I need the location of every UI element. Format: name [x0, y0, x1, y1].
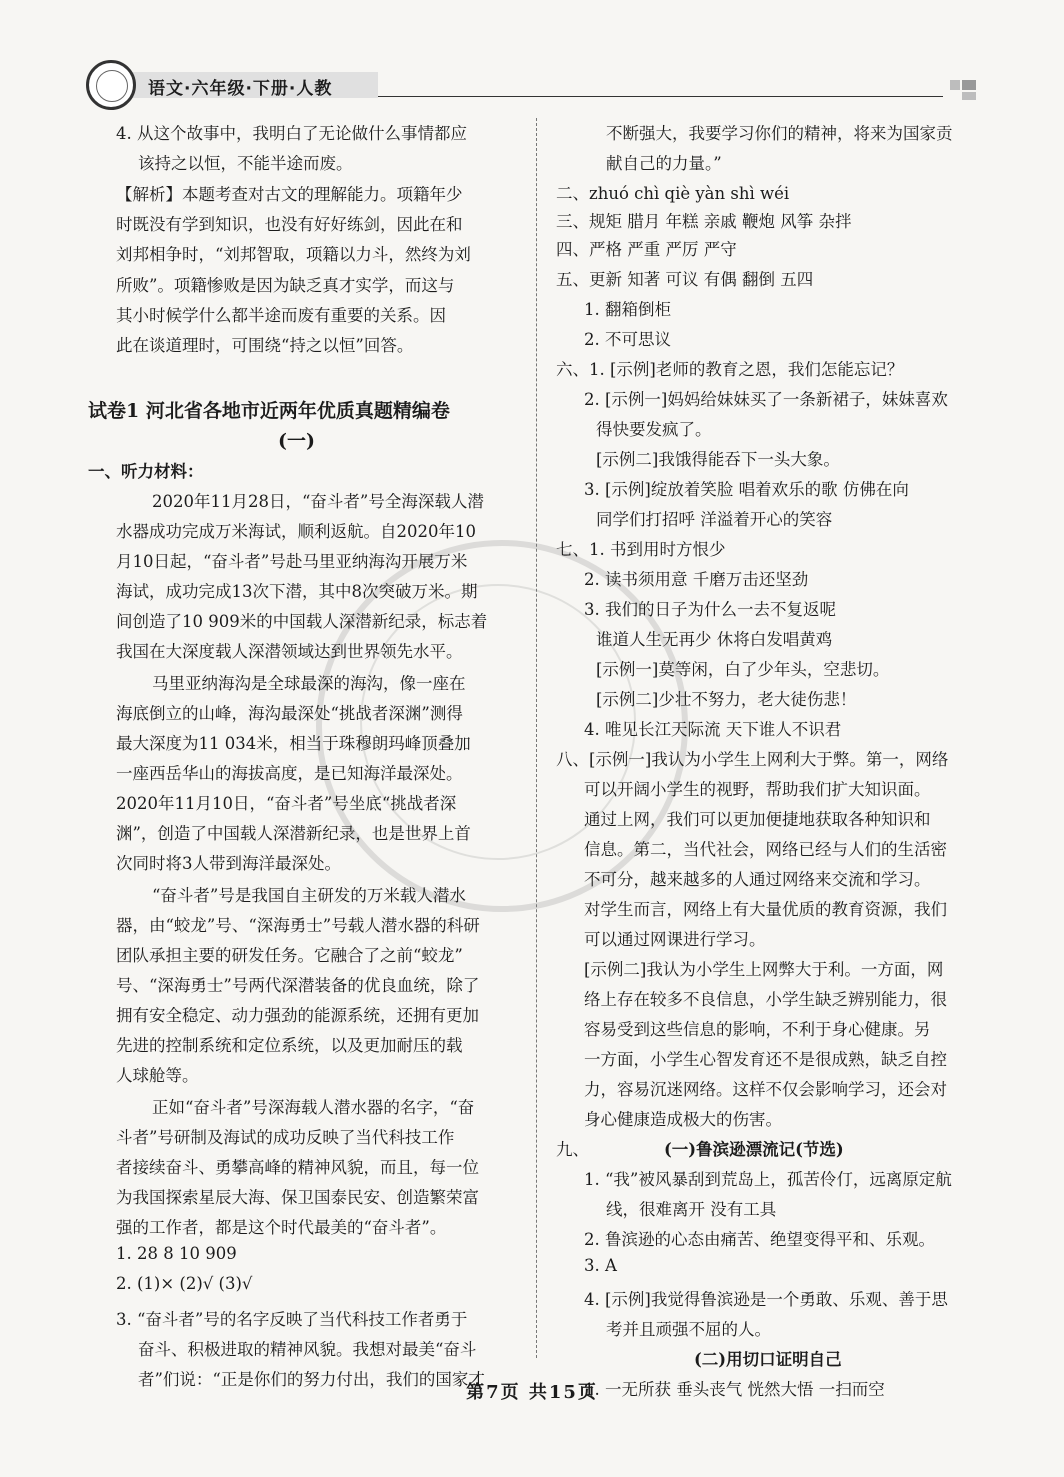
answer-line: 络上存在较多不良信息，小学生缺乏辨别能力，很: [584, 990, 947, 1009]
corner-square-icon: [962, 80, 976, 90]
text-line: 海试，成功完成13次下潜，其中8次突破万米。期: [116, 582, 478, 601]
answer-line: [示例二]我饿得能吞下一头大象。: [596, 450, 840, 469]
text-line: 4. 从这个故事中，我明白了无论做什么事情都应: [116, 124, 467, 143]
text-line: 所败”。项籍惨败是因为缺乏真才实学，而这与: [116, 276, 455, 295]
text-line: 最大深度为11 034米，相当于珠穆朗玛峰顶叠加: [116, 734, 471, 753]
answer-line: 谁道人生无再少 休将白发唱黄鸡: [596, 630, 833, 649]
text-line: 该持之以恒，不能半途而废。: [138, 154, 353, 173]
answer-line: 1. 翻箱倒柜: [584, 300, 671, 319]
answer-line: 线，很难离开 没有工具: [606, 1200, 777, 1219]
publisher-logo: [86, 60, 136, 110]
text-line: 【解析】本题考查对古文的理解能力。项籍年少: [116, 185, 463, 204]
header-rule: [378, 96, 943, 97]
answer-line: 2. 读书须用意 千磨万击还坚劲: [584, 570, 809, 589]
answer-line: 2. 不可思议: [584, 330, 671, 349]
answer-line: [示例一]莫等闲，白了少年头，空悲切。: [596, 660, 890, 679]
answer-line: 3. A: [584, 1256, 617, 1275]
section-heading: 试卷1 河北省各地市近两年优质真题精编卷: [88, 400, 450, 422]
text-line: 强的工作者，都是这个时代最美的“奋斗者”。: [116, 1218, 447, 1237]
answer-line: 可以开阔小学生的视野，帮助我们扩大知识面。: [584, 780, 931, 799]
answer-line: 1. 一无所获 垂头丧气 恍然大悟 一扫而空: [584, 1380, 885, 1399]
text-line: 斗者”号研制及海试的成功反映了当代科技工作: [116, 1128, 455, 1147]
page-footer: 第7页 共15页: [466, 1382, 598, 1403]
answer-line: 2. [示例一]妈妈给妹妹买了一条新裙子，妹妹喜欢: [584, 390, 948, 409]
text-line: 器，由“蛟龙”号、“深海勇士”号载人潜水器的科研: [116, 916, 480, 935]
text-line: 马里亚纳海沟是全球最深的海沟，像一座在: [152, 674, 466, 693]
answer-line: 九、: [556, 1140, 589, 1159]
answer-line: 五、更新 知著 可议 有偶 翻倒 五四: [556, 270, 814, 289]
answer-line: 不断强大，我要学习你们的精神，将来为国家贡: [606, 124, 953, 143]
corner-square-icon: [962, 92, 976, 100]
answer-line: 四、严格 严重 严厉 严守: [556, 240, 737, 259]
corner-square-icon: [950, 80, 960, 90]
answer-line: 身心健康造成极大的伤害。: [584, 1110, 782, 1129]
section-heading: (一): [278, 430, 315, 452]
text-line: 1. 28 8 10 909: [116, 1244, 237, 1263]
text-line: 次同时将3人带到海洋最深处。: [116, 854, 341, 873]
answer-line: 3. 我们的日子为什么一去不复返呢: [584, 600, 836, 619]
text-line: 先进的控制系统和定位系统，以及更加耐压的载: [116, 1036, 463, 1055]
text-line: 人球舱等。: [116, 1066, 199, 1085]
answer-line: 同学们打招呼 洋溢着开心的笑容: [596, 510, 833, 529]
answer-line: 六、1. [示例]老师的教育之恩，我们怎能忘记？: [556, 360, 904, 379]
text-line: 月10日起，“奋斗者”号赴马里亚纳海沟开展万米: [116, 552, 468, 571]
answer-line: 二、zhuó chì qiè yàn shì wéi: [556, 184, 790, 203]
answer-line: 献自己的力量。”: [606, 154, 722, 173]
subsection-heading: (二)用切口证明自己: [694, 1350, 842, 1369]
answer-line: 2. 鲁滨逊的心态由痛苦、绝望变得平和、乐观。: [584, 1230, 935, 1249]
answer-line: 信息。第二，当代社会，网络已经与人们的生活密: [584, 840, 947, 859]
answer-line: 不可分，越来越多的人通过网络来交流和学习。: [584, 870, 931, 889]
answer-line: 考并且顽强不屈的人。: [606, 1320, 771, 1339]
answer-line: 通过上网，我们可以更加便捷地获取各种知识和: [584, 810, 931, 829]
text-line: 团队承担主要的研发任务。它融合了之前“蛟龙”: [116, 946, 463, 965]
text-line: 海底倒立的山峰，海沟最深处“挑战者深渊”测得: [116, 704, 463, 723]
column-divider: [536, 118, 537, 1358]
text-line: 一、听力材料：: [88, 462, 204, 481]
text-line: 刘邦相争时，“刘邦智取，项籍以力斗，然终为刘: [116, 245, 471, 264]
answer-line: 4. 唯见长江天际流 天下谁人不识君: [584, 720, 842, 739]
answer-line: 力，容易沉迷网络。这样不仅会影响学习，还会对: [584, 1080, 947, 1099]
text-line: 间创造了10 909米的中国载人深潜新纪录，标志着: [116, 612, 488, 631]
subsection-heading: (一)鲁滨逊漂流记(节选): [664, 1140, 844, 1159]
text-line: 3. “奋斗者”号的名字反映了当代科技工作者勇于: [116, 1310, 468, 1329]
text-line: 此在谈道理时，可围绕“持之以恒”回答。: [116, 336, 414, 355]
answer-line: [示例二]我认为小学生上网弊大于利。一方面，网: [584, 960, 944, 979]
text-line: 奋斗、积极进取的精神风貌。我想对最美“奋斗: [138, 1340, 477, 1359]
text-line: 我国在大深度载人深潜领域达到世界领先水平。: [116, 642, 463, 661]
text-line: 为我国探索星辰大海、保卫国泰民安、创造繁荣富: [116, 1188, 479, 1207]
header-title: 语文·六年级·下册·人教: [148, 79, 333, 99]
answer-line: 一方面，小学生心智发育还不是很成熟，缺乏自控: [584, 1050, 947, 1069]
answer-line: [示例二]少壮不努力，老大徒伤悲！: [596, 690, 857, 709]
answer-line: 三、规矩 腊月 年糕 亲戚 鞭炮 风筝 杂拌: [556, 212, 852, 231]
answer-line: 八、[示例一]我认为小学生上网利大于弊。第一，网络: [556, 750, 949, 769]
answer-line: 七、1. 书到用时方恨少: [556, 540, 726, 559]
answer-line: 可以通过网课进行学习。: [584, 930, 766, 949]
text-line: 其小时候学什么都半途而废有重要的关系。因: [116, 306, 446, 325]
answer-line: 4. [示例]我觉得鲁滨逊是一个勇敢、乐观、善于思: [584, 1290, 948, 1309]
text-line: 水器成功完成万米海试，顺利返航。自2020年10: [116, 522, 476, 541]
answer-line: 得快要发疯了。: [596, 420, 712, 439]
text-line: 拥有安全稳定、动力强劲的能源系统，还拥有更加: [116, 1006, 479, 1025]
answer-line: 3. [示例]绽放着笑脸 唱着欢乐的歌 仿佛在向: [584, 480, 909, 499]
text-line: 2020年11月28日，“奋斗者”号全海深载人潜: [152, 492, 484, 511]
text-line: 2. (1)× (2)√ (3)√: [116, 1274, 253, 1293]
answer-line: 对学生而言，网络上有大量优质的教育资源，我们: [584, 900, 947, 919]
text-line: 者接续奋斗、勇攀高峰的精神风貌，而且，每一位: [116, 1158, 479, 1177]
text-line: 者”们说：“正是你们的努力付出，我们的国家才: [138, 1370, 485, 1389]
answer-line: 容易受到这些信息的影响，不利于身心健康。另: [584, 1020, 931, 1039]
text-line: “奋斗者”号是我国自主研发的万米载人潜水: [152, 886, 466, 905]
answer-line: 1. “我”被风暴刮到荒岛上，孤苦伶仃，远离原定航: [584, 1170, 952, 1189]
text-line: 时既没有学到知识，也没有好好练剑，因此在和: [116, 215, 463, 234]
text-line: 正如“奋斗者”号深海载人潜水器的名字，“奋: [152, 1098, 475, 1117]
text-line: 2020年11月10日，“奋斗者”号坐底“挑战者深: [116, 794, 457, 813]
text-line: 渊”，创造了中国载人深潜新纪录，也是世界上首: [116, 824, 471, 843]
text-line: 号、“深海勇士”号两代深潜装备的优良血统，除了: [116, 976, 480, 995]
text-line: 一座西岳华山的海拔高度，是已知海洋最深处。: [116, 764, 463, 783]
